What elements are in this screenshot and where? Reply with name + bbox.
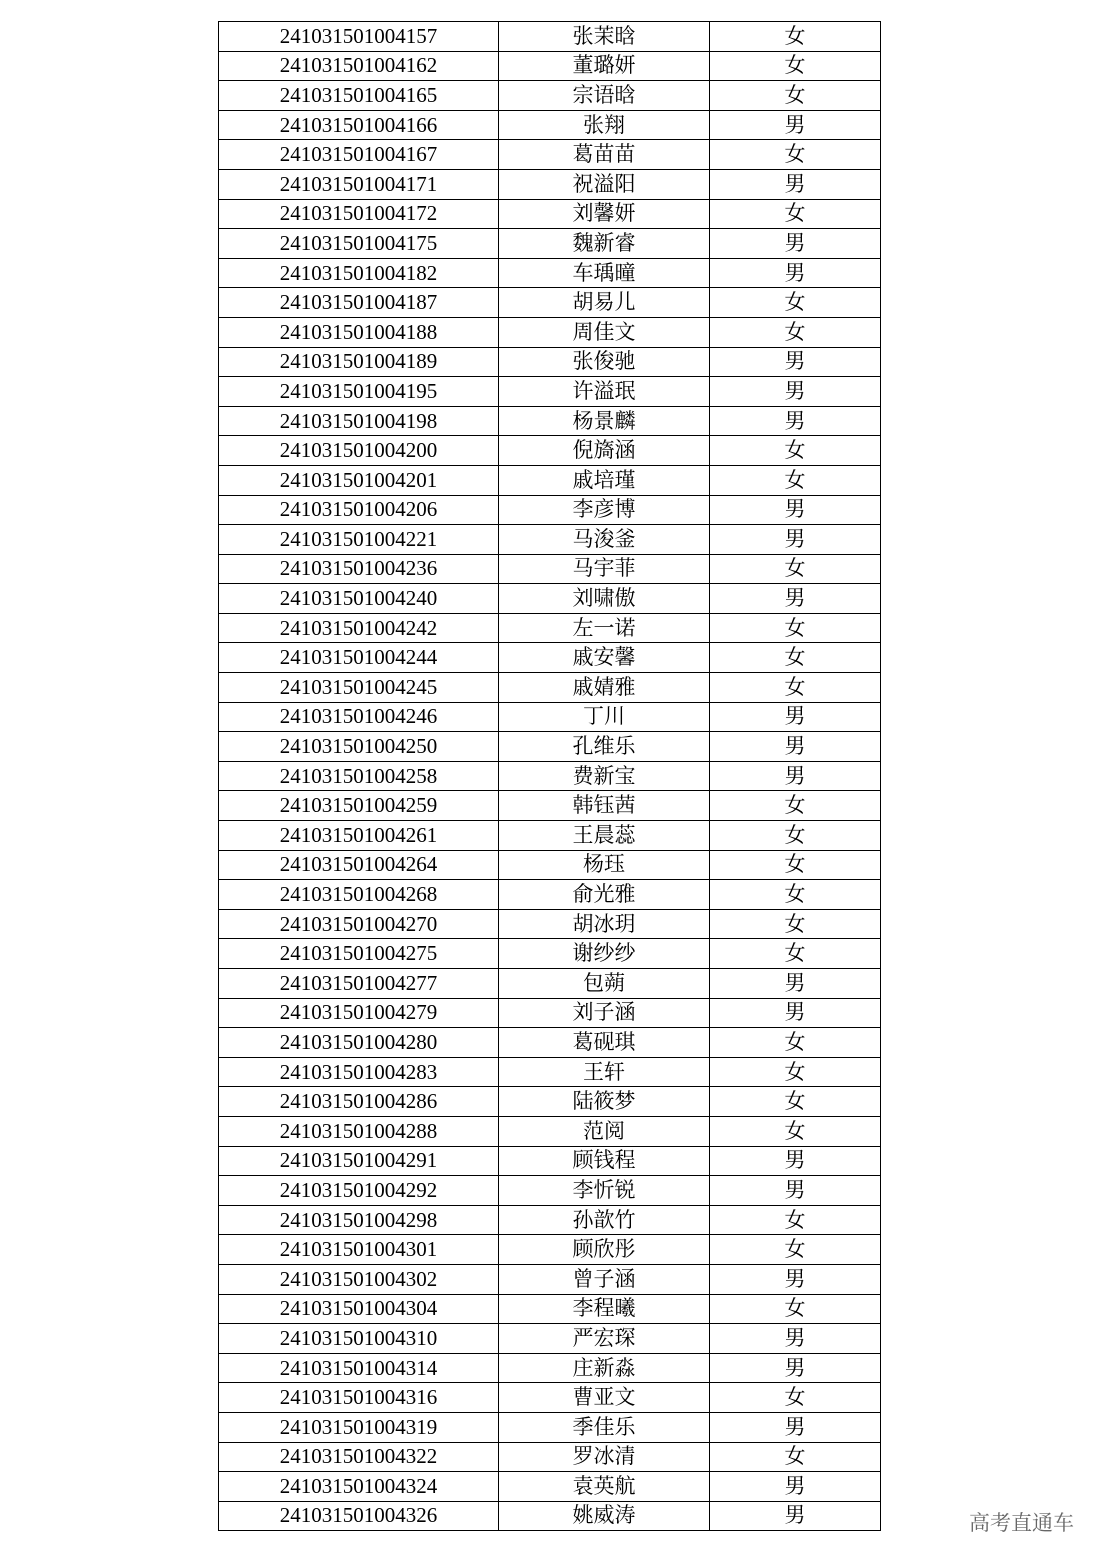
student-id-cell: 241031501004259 [219,791,499,821]
student-list-table [218,21,881,1531]
table-row [219,51,881,81]
student-id-cell: 241031501004245 [219,673,499,703]
table-row [219,1264,881,1294]
student-name-cell: 马浚釜 [499,525,710,555]
student-name-cell: 张翔 [499,110,710,140]
table-row [219,1057,881,1087]
student-id-cell: 241031501004288 [219,1116,499,1146]
table-row [219,1116,881,1146]
student-gender-cell: 男 [710,1501,881,1531]
student-gender-cell: 女 [710,140,881,170]
table-row [219,495,881,525]
student-id-cell: 241031501004236 [219,554,499,584]
table-row [219,969,881,999]
student-name-cell: 袁英航 [499,1472,710,1502]
student-name-cell: 刘啸傲 [499,584,710,614]
student-id-cell: 241031501004162 [219,51,499,81]
student-gender-cell: 男 [710,377,881,407]
student-gender-cell: 女 [710,613,881,643]
table-row [219,1146,881,1176]
student-id-cell: 241031501004195 [219,377,499,407]
table-row [219,465,881,495]
student-gender-cell: 男 [710,1264,881,1294]
student-id-cell: 241031501004279 [219,998,499,1028]
student-id-cell: 241031501004201 [219,465,499,495]
student-id-cell: 241031501004246 [219,702,499,732]
student-name-cell: 曾子涵 [499,1264,710,1294]
student-gender-cell: 女 [710,1294,881,1324]
table-row [219,1442,881,1472]
student-id-cell: 241031501004198 [219,406,499,436]
student-name-cell: 俞光雅 [499,880,710,910]
table-row [219,110,881,140]
student-gender-cell: 女 [710,465,881,495]
student-id-cell: 241031501004206 [219,495,499,525]
student-id-cell: 241031501004172 [219,199,499,229]
table-row [219,169,881,199]
student-id-cell: 241031501004270 [219,909,499,939]
student-name-cell: 刘馨妍 [499,199,710,229]
table-row [219,821,881,851]
student-gender-cell: 女 [710,317,881,347]
student-gender-cell: 女 [710,554,881,584]
student-id-cell: 241031501004189 [219,347,499,377]
student-gender-cell: 男 [710,998,881,1028]
student-name-cell: 丁川 [499,702,710,732]
student-name-cell: 葛苗苗 [499,140,710,170]
student-gender-cell: 女 [710,643,881,673]
student-name-cell: 车瑀曈 [499,258,710,288]
table-row [219,1028,881,1058]
student-name-cell: 季佳乐 [499,1412,710,1442]
table-row [219,258,881,288]
student-id-cell: 241031501004188 [219,317,499,347]
student-name-cell: 杨景麟 [499,406,710,436]
student-id-cell: 241031501004268 [219,880,499,910]
student-name-cell: 顾欣彤 [499,1235,710,1265]
table-row [219,1087,881,1117]
student-name-cell: 孔维乐 [499,732,710,762]
table-row [219,1205,881,1235]
student-id-cell: 241031501004291 [219,1146,499,1176]
table-body [219,22,881,1531]
student-name-cell: 李忻锐 [499,1176,710,1206]
student-id-cell: 241031501004187 [219,288,499,318]
student-name-cell: 周佳文 [499,317,710,347]
student-name-cell: 庄新淼 [499,1353,710,1383]
student-name-cell: 范阅 [499,1116,710,1146]
student-name-cell: 董璐妍 [499,51,710,81]
student-gender-cell: 男 [710,732,881,762]
student-name-cell: 祝溢阳 [499,169,710,199]
table-row [219,998,881,1028]
table-row [219,584,881,614]
table-row [219,436,881,466]
student-gender-cell: 女 [710,1383,881,1413]
student-gender-cell: 男 [710,495,881,525]
table-row [219,613,881,643]
student-gender-cell: 男 [710,169,881,199]
student-id-cell: 241031501004324 [219,1472,499,1502]
table-row [219,229,881,259]
student-id-cell: 241031501004244 [219,643,499,673]
student-name-cell: 罗冰清 [499,1442,710,1472]
student-id-cell: 241031501004167 [219,140,499,170]
student-gender-cell: 男 [710,406,881,436]
student-id-cell: 241031501004292 [219,1176,499,1206]
student-gender-cell: 男 [710,1353,881,1383]
table-row [219,643,881,673]
table-row [219,377,881,407]
student-gender-cell: 男 [710,584,881,614]
table-row [219,81,881,111]
student-id-cell: 241031501004171 [219,169,499,199]
student-gender-cell: 女 [710,1116,881,1146]
table-row [219,317,881,347]
student-id-cell: 241031501004302 [219,1264,499,1294]
student-name-cell: 谢纱纱 [499,939,710,969]
student-id-cell: 241031501004286 [219,1087,499,1117]
student-gender-cell: 女 [710,791,881,821]
student-id-cell: 241031501004221 [219,525,499,555]
student-id-cell: 241031501004166 [219,110,499,140]
table-row [219,199,881,229]
student-gender-cell: 男 [710,969,881,999]
student-name-cell: 胡冰玥 [499,909,710,939]
student-name-cell: 曹亚文 [499,1383,710,1413]
student-gender-cell: 男 [710,1146,881,1176]
student-id-cell: 241031501004264 [219,850,499,880]
student-gender-cell: 女 [710,1442,881,1472]
student-gender-cell: 男 [710,525,881,555]
student-name-cell: 戚婧雅 [499,673,710,703]
table-row [219,850,881,880]
student-id-cell: 241031501004175 [219,229,499,259]
student-name-cell: 王晨蕊 [499,821,710,851]
student-id-cell: 241031501004258 [219,761,499,791]
student-name-cell: 孙歆竹 [499,1205,710,1235]
student-gender-cell: 男 [710,347,881,377]
student-name-cell: 姚威涛 [499,1501,710,1531]
student-gender-cell: 女 [710,821,881,851]
student-id-cell: 241031501004182 [219,258,499,288]
student-gender-cell: 男 [710,1472,881,1502]
student-name-cell: 倪旖涵 [499,436,710,466]
student-gender-cell: 女 [710,850,881,880]
student-gender-cell: 男 [710,110,881,140]
student-gender-cell: 男 [710,702,881,732]
table-row [219,1235,881,1265]
student-id-cell: 241031501004157 [219,22,499,52]
student-gender-cell: 女 [710,1087,881,1117]
student-id-cell: 241031501004242 [219,613,499,643]
student-gender-cell: 女 [710,288,881,318]
table-row [219,761,881,791]
student-id-cell: 241031501004261 [219,821,499,851]
student-gender-cell: 男 [710,1176,881,1206]
student-gender-cell: 女 [710,199,881,229]
student-id-cell: 241031501004240 [219,584,499,614]
student-name-cell: 魏新睿 [499,229,710,259]
table-row [219,347,881,377]
table-row [219,939,881,969]
student-id-cell: 241031501004322 [219,1442,499,1472]
student-name-cell: 戚安馨 [499,643,710,673]
student-id-cell: 241031501004319 [219,1412,499,1442]
student-name-cell: 杨珏 [499,850,710,880]
student-name-cell: 严宏琛 [499,1324,710,1354]
student-gender-cell: 女 [710,939,881,969]
student-name-cell: 许溢珉 [499,377,710,407]
student-id-cell: 241031501004304 [219,1294,499,1324]
student-name-cell: 葛砚琪 [499,1028,710,1058]
table-row [219,791,881,821]
student-id-cell: 241031501004316 [219,1383,499,1413]
student-name-cell: 王轩 [499,1057,710,1087]
student-id-cell: 241031501004275 [219,939,499,969]
student-gender-cell: 男 [710,1324,881,1354]
student-id-cell: 241031501004200 [219,436,499,466]
student-gender-cell: 女 [710,1235,881,1265]
student-name-cell: 李程曦 [499,1294,710,1324]
student-name-cell: 顾钱程 [499,1146,710,1176]
student-gender-cell: 女 [710,673,881,703]
student-id-cell: 241031501004314 [219,1353,499,1383]
student-name-cell: 韩钰茜 [499,791,710,821]
student-gender-cell: 男 [710,229,881,259]
student-id-cell: 241031501004165 [219,81,499,111]
table-row [219,288,881,318]
student-name-cell: 陆筱梦 [499,1087,710,1117]
student-name-cell: 包蒴 [499,969,710,999]
table-row [219,22,881,52]
student-gender-cell: 男 [710,1412,881,1442]
student-name-cell: 李彦博 [499,495,710,525]
table-row [219,880,881,910]
table-row [219,554,881,584]
student-id-cell: 241031501004301 [219,1235,499,1265]
table-row [219,406,881,436]
table-row [219,1383,881,1413]
student-gender-cell: 女 [710,436,881,466]
student-id-cell: 241031501004310 [219,1324,499,1354]
student-gender-cell: 男 [710,258,881,288]
student-gender-cell: 女 [710,1205,881,1235]
table-row [219,1324,881,1354]
student-gender-cell: 女 [710,909,881,939]
student-id-cell: 241031501004298 [219,1205,499,1235]
table-row [219,1353,881,1383]
student-gender-cell: 女 [710,880,881,910]
table-row [219,1412,881,1442]
student-id-cell: 241031501004250 [219,732,499,762]
student-name-cell: 左一诺 [499,613,710,643]
student-name-cell: 刘子涵 [499,998,710,1028]
student-name-cell: 宗语晗 [499,81,710,111]
student-name-cell: 戚培瑾 [499,465,710,495]
student-gender-cell: 女 [710,22,881,52]
student-id-cell: 241031501004326 [219,1501,499,1531]
student-name-cell: 胡易儿 [499,288,710,318]
student-gender-cell: 女 [710,81,881,111]
student-gender-cell: 女 [710,51,881,81]
watermark-text: 高考直通车 [969,1511,1074,1535]
table-row [219,1472,881,1502]
student-id-cell: 241031501004277 [219,969,499,999]
table-row [219,525,881,555]
table-row [219,702,881,732]
student-name-cell: 费新宝 [499,761,710,791]
table-row [219,673,881,703]
table-row [219,1294,881,1324]
table-row [219,1176,881,1206]
student-name-cell: 张俊驰 [499,347,710,377]
student-name-cell: 张茉晗 [499,22,710,52]
table-row [219,140,881,170]
student-id-cell: 241031501004283 [219,1057,499,1087]
student-id-cell: 241031501004280 [219,1028,499,1058]
student-gender-cell: 男 [710,761,881,791]
table-row [219,1501,881,1531]
table-row [219,732,881,762]
table-row [219,909,881,939]
student-gender-cell: 女 [710,1028,881,1058]
student-gender-cell: 女 [710,1057,881,1087]
student-name-cell: 马宇菲 [499,554,710,584]
